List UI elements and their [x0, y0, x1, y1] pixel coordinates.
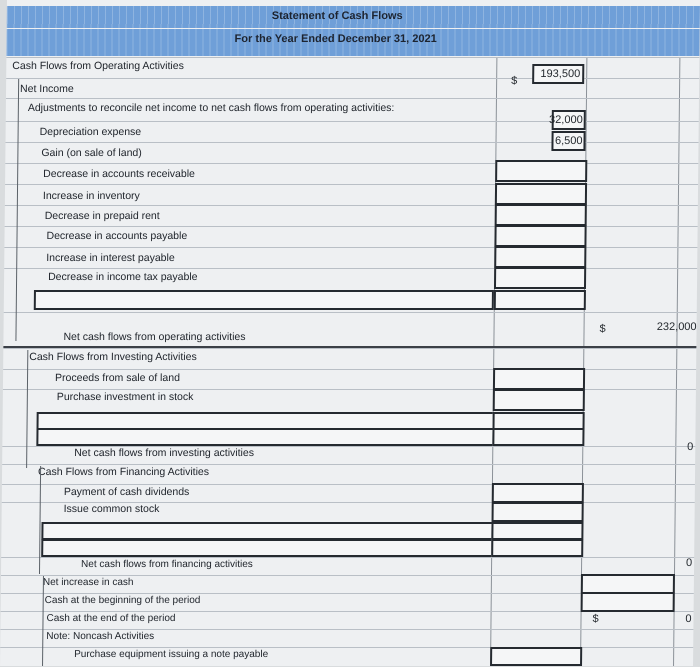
- financing-heading: Cash Flows from Financing Activities: [37, 466, 210, 478]
- row-cash-end: [0, 611, 693, 630]
- operating-heading: Cash Flows from Operating Activities: [12, 60, 184, 72]
- cash-end-label: Cash at the end of the period: [46, 613, 176, 624]
- net-income-input[interactable]: 193,500: [532, 64, 584, 84]
- gain-sale-land-input[interactable]: 6,500: [551, 131, 585, 151]
- net-increase-input[interactable]: [581, 574, 675, 594]
- row-noncash-item: [0, 647, 693, 667]
- cash-end-dollar: $: [592, 613, 599, 625]
- row-purchase-investment: Purchase investment in stock: [3, 389, 696, 410]
- statement-period: For the Year Ended December 31, 2021: [234, 33, 437, 45]
- net-income-dollar: $: [511, 75, 518, 87]
- financing-total-value: 0: [685, 557, 693, 569]
- row-proceeds-land: Proceeds from sale of land: [3, 369, 696, 390]
- net-increase-label: Net increase in cash: [42, 577, 134, 588]
- financing-extra-input[interactable]: [491, 522, 583, 540]
- row-income-tax-payable: Decrease in income tax payable: [4, 268, 697, 289]
- period-row: [6, 29, 699, 56]
- investing-heading: Cash Flows from Investing Activities: [29, 351, 197, 363]
- noncash-item-label: Purchase equipment issuing a note payable: [74, 649, 269, 660]
- financing-extra-label-input-2[interactable]: [41, 539, 493, 557]
- investing-extra-input-2[interactable]: [492, 428, 584, 446]
- financing-total-label: Net cash flows from financing activities: [81, 559, 253, 570]
- row-investing-heading: [3, 348, 696, 369]
- row-inventory: Increase in inventory: [5, 184, 698, 205]
- operating-total-label: Net cash flows from operating activities: [63, 331, 246, 343]
- row-cash-dividends: Payment of cash dividends: [2, 484, 695, 503]
- statement-title: Statement of Cash Flows: [271, 10, 403, 22]
- row-prepaid-rent: Decrease in prepaid rent: [5, 205, 698, 226]
- operating-extra-label-input[interactable]: [34, 290, 494, 310]
- title-row: [7, 6, 700, 28]
- noncash-item-input[interactable]: [490, 647, 582, 666]
- accounts-receivable-input[interactable]: [495, 160, 587, 182]
- operating-total-dollar: $: [599, 323, 606, 335]
- row-accounts-receivable: Decrease in accounts receivable: [5, 163, 698, 184]
- issue-stock-input[interactable]: [492, 502, 584, 522]
- row-financing-heading: [2, 464, 695, 485]
- noncash-note-label: Note: Noncash Activities: [46, 631, 155, 642]
- accounts-payable-input[interactable]: [494, 225, 586, 247]
- proceeds-land-input[interactable]: [493, 368, 585, 390]
- row-operating-total: [3, 312, 696, 349]
- cash-beginning-input[interactable]: [581, 592, 675, 612]
- interest-payable-input[interactable]: [494, 246, 586, 268]
- financing-extra-label-input[interactable]: [41, 522, 493, 540]
- investing-extra-label-input-2[interactable]: [36, 428, 494, 446]
- row-operating-heading: [6, 57, 699, 78]
- financing-extra-input-2[interactable]: [491, 539, 583, 557]
- row-net-income: [6, 75, 699, 99]
- inventory-input[interactable]: [495, 183, 587, 205]
- cash-beginning-label: Cash at the beginning of the period: [44, 595, 201, 606]
- income-tax-payable-input[interactable]: [494, 267, 586, 289]
- row-issue-stock: Issue common stock: [2, 502, 695, 521]
- adjustments-label: Adjustments to reconcile net income to net cash flows from operating activities:: [27, 102, 395, 114]
- investing-total-label: Net cash flows from investing activities: [74, 447, 255, 459]
- row-depreciation: Depreciation expense: [6, 121, 699, 142]
- row-accounts-payable: Decrease in accounts payable: [4, 226, 697, 247]
- row-interest-payable: Increase in interest payable: [4, 247, 697, 268]
- cash-end-value: 0: [685, 613, 692, 625]
- row-gain-sale-land: Gain (on sale of land): [5, 142, 698, 163]
- row-investing-total: [2, 441, 695, 465]
- purchase-investment-input[interactable]: [493, 389, 585, 411]
- investing-total-value: 0: [687, 441, 694, 453]
- net-income-label: Net Income: [20, 83, 74, 95]
- operating-total-value: 232,000: [656, 321, 697, 333]
- row-adjustments: [6, 98, 699, 121]
- cash-dividends-input[interactable]: [492, 483, 584, 503]
- depreciation-input[interactable]: 32,000: [552, 110, 586, 130]
- row-noncash-note: [0, 629, 693, 648]
- operating-extra-input[interactable]: [494, 290, 586, 310]
- prepaid-rent-input[interactable]: [495, 204, 587, 226]
